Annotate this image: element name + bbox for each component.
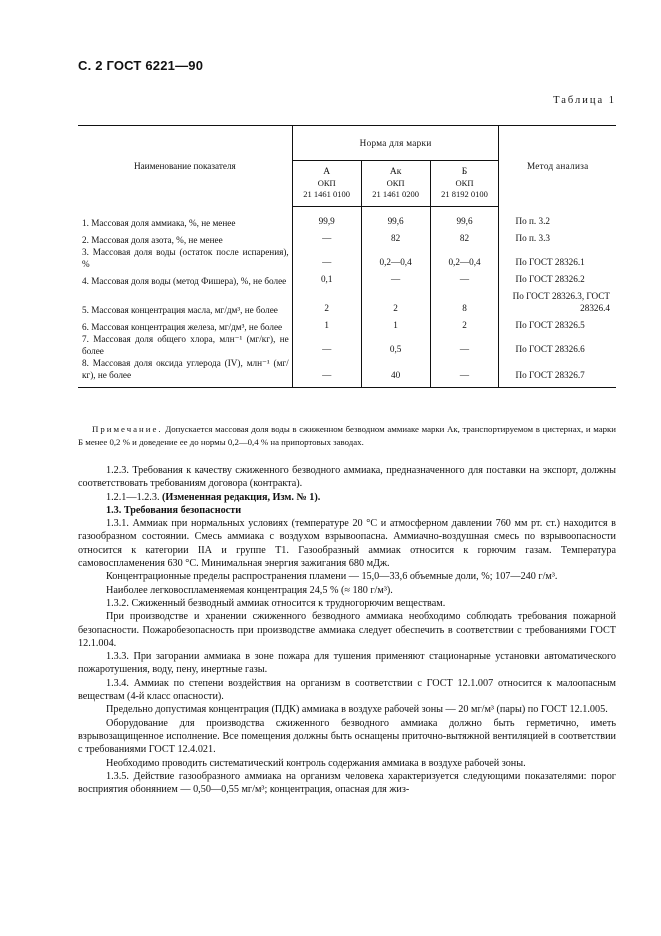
amendment-note: (Измененная редакция, Изм. № 1). bbox=[162, 491, 321, 503]
grade-okp: ОКП bbox=[455, 178, 474, 188]
grade-code: 21 1461 0200 bbox=[372, 189, 419, 199]
row-name: 5. Массовая концентрация масла, мг/дм³, не более bbox=[78, 287, 292, 316]
section-title: Требования безопасности bbox=[123, 504, 242, 516]
table-row bbox=[78, 270, 616, 287]
grade-letter: А bbox=[323, 167, 331, 177]
paragraph: Наиболее легковоспламеняемая концентрация 24,5 % (≈ 180 г/м³). bbox=[106, 584, 393, 596]
grade-ak-header bbox=[361, 161, 430, 207]
table-note bbox=[78, 423, 616, 448]
row-value-a: — bbox=[292, 246, 361, 270]
row-value-ak: 0,5 bbox=[361, 333, 430, 357]
row-value-b: — bbox=[430, 357, 499, 388]
row-value-b: 8 bbox=[430, 287, 499, 316]
row-value-b: 0,2—0,4 bbox=[430, 246, 499, 270]
column-header-norm: Норма для марки bbox=[292, 126, 499, 161]
paragraph: 1.3.2. Сжиженный безводный аммиак относится к трудногорючим веществам. bbox=[106, 597, 446, 609]
row-value-a: — bbox=[292, 357, 361, 388]
paragraph: 1.3.1. Аммиак при нормальных условиях (температуре 20 °С и атмосферном давлении 760 мм рт. ст.) находится в газообразном состоянии. Смесь аммиака с воздухом взрывоопасна. Аммиачно-воздушная смесь по взрывоопасности относится к категории IIА и группе Т1. Газообразный аммиак относится к горючим газам. Температура самовоспламенения 630 °С. Минимальная энергия зажигания 680 мДж. bbox=[78, 518, 616, 570]
table-row bbox=[78, 207, 616, 230]
grade-letter: Б bbox=[461, 167, 468, 177]
row-name: 3. Массовая доля воды (остаток после испарения), % bbox=[78, 246, 292, 270]
grade-okp: ОКП bbox=[317, 178, 336, 188]
row-value-a: 1 bbox=[292, 316, 361, 333]
row-value-a: 99,9 bbox=[292, 207, 361, 230]
row-name: 2. Массовая доля азота, %, не менее bbox=[78, 229, 292, 246]
row-value-ak: 82 bbox=[361, 229, 430, 246]
grade-code: 21 8192 0100 bbox=[441, 189, 488, 199]
grade-okp: ОКП bbox=[386, 178, 405, 188]
paragraph bbox=[78, 491, 616, 504]
row-value-b: 2 bbox=[430, 316, 499, 333]
row-value-a: — bbox=[292, 229, 361, 246]
row-method: По п. 3.2 bbox=[515, 216, 551, 226]
table-row bbox=[78, 229, 616, 246]
grade-code: 21 1461 0100 bbox=[303, 189, 351, 199]
paragraph: При производстве и хранении сжиженного безводного аммиака необходимо соблюдать требования пожарной безопасности. Пожаробезопасность при производстве аммиака следует обеспечить в соответствии с требованиями ГОСТ 12.1.004. bbox=[78, 611, 616, 649]
paragraph: 1.3.3. При загорании аммиака в зоне пожара для тушения применяют стационарные установки автоматического пожаротушения, воду, пену, инертные газы. bbox=[78, 651, 616, 676]
row-method: По ГОСТ 28326.7 bbox=[499, 357, 616, 388]
paragraph: Концентрационные пределы распространения пламени — 15,0—33,6 объемные доли, %; 107—240 г/м³. bbox=[106, 571, 558, 583]
page-header: С. 2 ГОСТ 6221—90 bbox=[78, 58, 204, 73]
row-value-b: 82 bbox=[430, 229, 499, 246]
row-value-ak: — bbox=[361, 270, 430, 287]
grade-a-header bbox=[292, 161, 361, 207]
row-value-b: — bbox=[430, 333, 499, 357]
specification-table bbox=[78, 125, 616, 388]
column-header-name: Наименование показателя bbox=[78, 126, 292, 207]
row-value-ak: 2 bbox=[361, 287, 430, 316]
row-value-b: — bbox=[430, 270, 499, 287]
paragraph: Оборудование для производства сжиженного безводного аммиака должно быть герметично, иметь взрывозащищенное исполнение. Все помещения должны быть оснащены приточно-вытяжной вентиляцией в соответствии с требованиями ГОСТ 12.4.021. bbox=[78, 717, 616, 756]
row-method: По ГОСТ 28326.5 bbox=[515, 320, 585, 330]
row-name: 1. Массовая доля аммиака, %, не менее bbox=[78, 207, 292, 230]
row-method: По ГОСТ 28326.3, ГОСТ 28326.4 bbox=[512, 291, 610, 313]
table-row bbox=[78, 246, 616, 270]
row-method: По п. 3.3 bbox=[515, 233, 551, 243]
column-header-method: Метод анализа bbox=[526, 161, 589, 172]
table-label: Таблица 1 bbox=[553, 95, 616, 106]
row-value-ak: 99,6 bbox=[361, 207, 430, 230]
row-name: 6. Массовая концентрация железа, мг/дм³, не более bbox=[78, 316, 292, 333]
table-row bbox=[78, 333, 616, 357]
row-value-a: 0,1 bbox=[292, 270, 361, 287]
section-number: 1.3. bbox=[106, 504, 122, 516]
row-value-ak: 40 bbox=[361, 357, 430, 388]
table-row bbox=[78, 316, 616, 333]
grade-letter: Ак bbox=[389, 167, 402, 177]
paragraph: 1.3.5. Действие газообразного аммиака на организм человека характеризуется следующими показателями: порог восприятия обонянием — 0,50—0,55 мг/м³; концентрация, опасная для жиз- bbox=[78, 770, 616, 796]
row-name: 4. Массовая доля воды (метод Фишера), %, не более bbox=[78, 270, 292, 287]
paragraph: Необходимо проводить систематический контроль содержания аммиака в воздухе рабочей зоны. bbox=[106, 757, 526, 769]
body-text bbox=[78, 464, 616, 796]
amendment-range: 1.2.1—1.2.3. bbox=[106, 491, 160, 503]
row-method: По ГОСТ 28326.2 bbox=[515, 274, 585, 284]
note-label: Примечание. bbox=[92, 424, 163, 434]
row-value-ak: 0,2—0,4 bbox=[361, 246, 430, 270]
row-method: По ГОСТ 28326.1 bbox=[515, 257, 585, 267]
section-heading bbox=[78, 504, 616, 517]
row-name: 7. Массовая доля общего хлора, млн⁻¹ (мг/кг), не более bbox=[78, 333, 292, 357]
paragraph: Предельно допустимая концентрация (ПДК) аммиака в воздухе рабочей зоны — 20 мг/м³ (пары) по ГОСТ 12.1.005. bbox=[106, 704, 608, 716]
row-value-a: — bbox=[292, 333, 361, 357]
table-row bbox=[78, 357, 616, 388]
row-name: 8. Массовая доля оксида углерода (IV), млн⁻¹ (мг/кг), не более bbox=[78, 357, 292, 388]
row-value-ak: 1 bbox=[361, 316, 430, 333]
paragraph: 1.3.4. Аммиак по степени воздействия на организм в соответствии с ГОСТ 12.1.007 относится к малоопасным веществам (4-й класс опасности). bbox=[78, 677, 616, 703]
row-value-b: 99,6 bbox=[430, 207, 499, 230]
paragraph: 1.2.3. Требования к качеству сжиженного безводного аммиака, предназначенного для поставки на экспорт, должны соответствовать требованиям договора (контракта). bbox=[78, 465, 616, 490]
note-text: Допускается массовая доля воды в сжиженном безводном аммиаке марки Ак, транспортируемом в цистернах, и марки Б менее 0,2 % и доведение ее до нормы 0,2—0,4 % на припортовых заводах. bbox=[78, 424, 616, 447]
grade-b-header bbox=[430, 161, 499, 207]
table-row bbox=[78, 287, 616, 316]
row-method: По ГОСТ 28326.6 bbox=[515, 344, 585, 354]
row-value-a: 2 bbox=[292, 287, 361, 316]
